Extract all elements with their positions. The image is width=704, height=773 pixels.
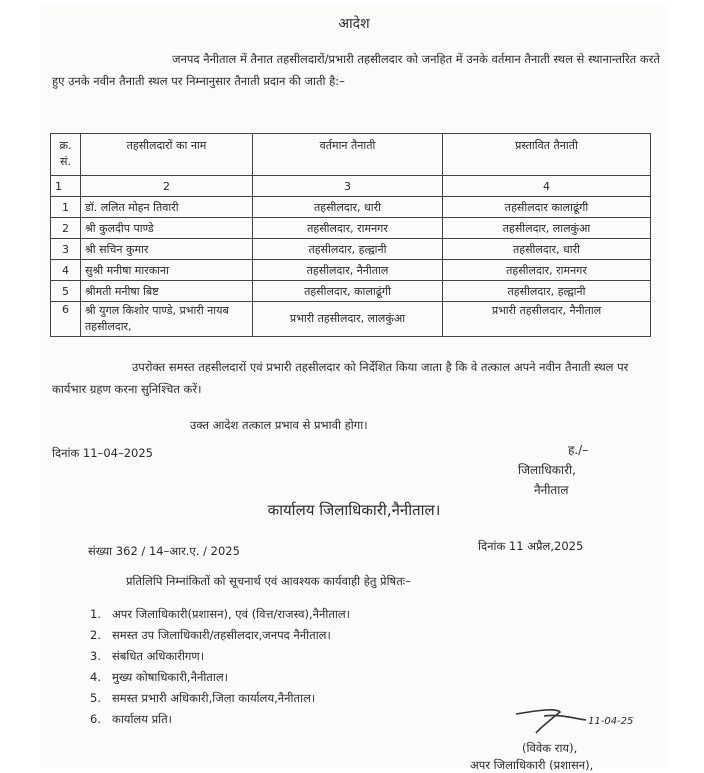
- header-name: तहसीलदारों का नाम: [81, 134, 253, 176]
- row-serial: 5: [51, 281, 81, 302]
- row-name: डॉ. ललित मोहन तिवारी: [81, 197, 253, 218]
- row-serial: 1: [51, 197, 81, 218]
- list-item: 5. समस्त प्रभारी अधिकारी,जिला कार्यालय,नैनीताल।: [90, 691, 316, 705]
- col-number-1: 1: [51, 176, 81, 197]
- header-current-posting: वर्तमान तैनाती: [253, 134, 443, 176]
- signatory-title: जिलाधिकारी,: [518, 463, 576, 477]
- signatory-name: (विवेक राय),: [522, 741, 578, 755]
- col-number-2: 2: [81, 176, 253, 197]
- effect-line: उक्त आदेश तत्काल प्रभाव से प्रभावी होगा।: [190, 418, 368, 432]
- signatory-designation: अपर जिलाधिकारी (प्रशासन),: [470, 758, 594, 772]
- table-row: [51, 260, 651, 281]
- row-name: श्री कुलदीप पाण्डे: [81, 218, 253, 239]
- table-row: [51, 302, 651, 337]
- order-intro-paragraph: जनपद नैनीताल में तैनात तहसीलदारों/प्रभारी तहसीलदार को जनहित में उनके वर्तमान तैनाती स्थल से स्थानान्तरित करते हुए उनके नवीन तैनाती स्थल पर निम्नानुसार तैनाती प्रदान की जाती है:–: [52, 52, 660, 88]
- row-serial: 3: [51, 239, 81, 260]
- row-serial: 4: [51, 260, 81, 281]
- copy-heading: प्रतिलिपि निम्नांकितों को सूचनार्थ एवं आवश्यक कार्यवाही हेतु प्रेषितः–: [126, 574, 411, 588]
- list-item: 1. अपर जिलाधिकारी(प्रशासन), एवं (वित्त/राजस्व),नैनीताल।: [90, 607, 351, 621]
- table-header-row: [51, 134, 651, 176]
- row-current: तहसीलदार, कालाढूंगी: [253, 281, 443, 302]
- list-item: 2. समस्त उप जिलाधिकारी/तहसीलदार,जनपद नैनीताल।: [90, 628, 331, 642]
- copy-list: [90, 604, 350, 730]
- row-proposed: प्रभारी तहसीलदार, नैनीताल: [443, 302, 651, 337]
- letter-number: संख्या 362 / 14–आर.ए. / 2025: [88, 544, 240, 558]
- table-row: [51, 281, 651, 302]
- order-date: दिनांक 11–04–2025: [52, 446, 153, 460]
- row-name: श्री सचिन कुमार: [81, 239, 253, 260]
- transfer-table: [50, 133, 651, 337]
- order-heading: आदेश: [338, 16, 370, 32]
- row-current: प्रभारी तहसीलदार, लालकुंआ: [253, 302, 443, 337]
- row-serial: 2: [51, 218, 81, 239]
- row-serial: 6: [51, 302, 81, 337]
- signatory-place: नैनीताल: [534, 483, 569, 497]
- col-number-3: 3: [253, 176, 443, 197]
- row-proposed: तहसीलदार कालाढूंगी: [443, 197, 651, 218]
- row-proposed: तहसीलदार, धारी: [443, 239, 651, 260]
- table-row: [51, 197, 651, 218]
- col-number-4: 4: [443, 176, 651, 197]
- row-proposed: तहसीलदार, रामनगर: [443, 260, 651, 281]
- row-proposed: तहसीलदार, लालकुंआ: [443, 218, 651, 239]
- list-item: 3. संबधित अधिकारीगण।: [90, 649, 205, 663]
- office-title: कार्यालय जिलाधिकारी,नैनीताल।: [267, 501, 441, 519]
- list-item: 4. मुख्य कोषाधिकारी,नैनीताल।: [90, 670, 228, 684]
- row-current: तहसीलदार, नैनीताल: [253, 260, 443, 281]
- row-current: तहसीलदार, धारी: [253, 197, 443, 218]
- list-item: 6. कार्यालय प्रति।: [90, 712, 173, 726]
- signature-date: 11-04-25: [588, 716, 634, 727]
- table-number-row: [51, 176, 651, 197]
- header-serial: क्र. सं.: [51, 134, 81, 176]
- signature-mark: ह./–: [568, 443, 589, 457]
- row-current: तहसीलदार, हल्द्वानी: [253, 239, 443, 260]
- instruction-paragraph: उपरोक्त समस्त तहसीलदारों एवं प्रभारी तहसीलदार को निर्देशित किया जाता है कि वे तत्काल अपने नवीन तैनाती स्थल पर कार्यभार ग्रहण करना सुनिश्चित करें।: [52, 360, 629, 396]
- order-page: [40, 6, 668, 772]
- row-current: तहसीलदार, रामनगर: [253, 218, 443, 239]
- table-row: [51, 239, 651, 260]
- table-row: [51, 218, 651, 239]
- row-proposed: तहसीलदार, हल्द्वानी: [443, 281, 651, 302]
- row-name: सुश्री मनीषा मारकाना: [81, 260, 253, 281]
- row-name: श्रीमती मनीषा बिष्ट: [81, 281, 253, 302]
- letter-date: दिनांक 11 अप्रैल,2025: [478, 539, 584, 553]
- row-name: श्री युगल किशोर पाण्डे, प्रभारी नायब तहसीलदार,: [81, 302, 253, 337]
- header-proposed-posting: प्रस्तावित तैनाती: [443, 134, 651, 176]
- order-signature-block: [518, 440, 638, 500]
